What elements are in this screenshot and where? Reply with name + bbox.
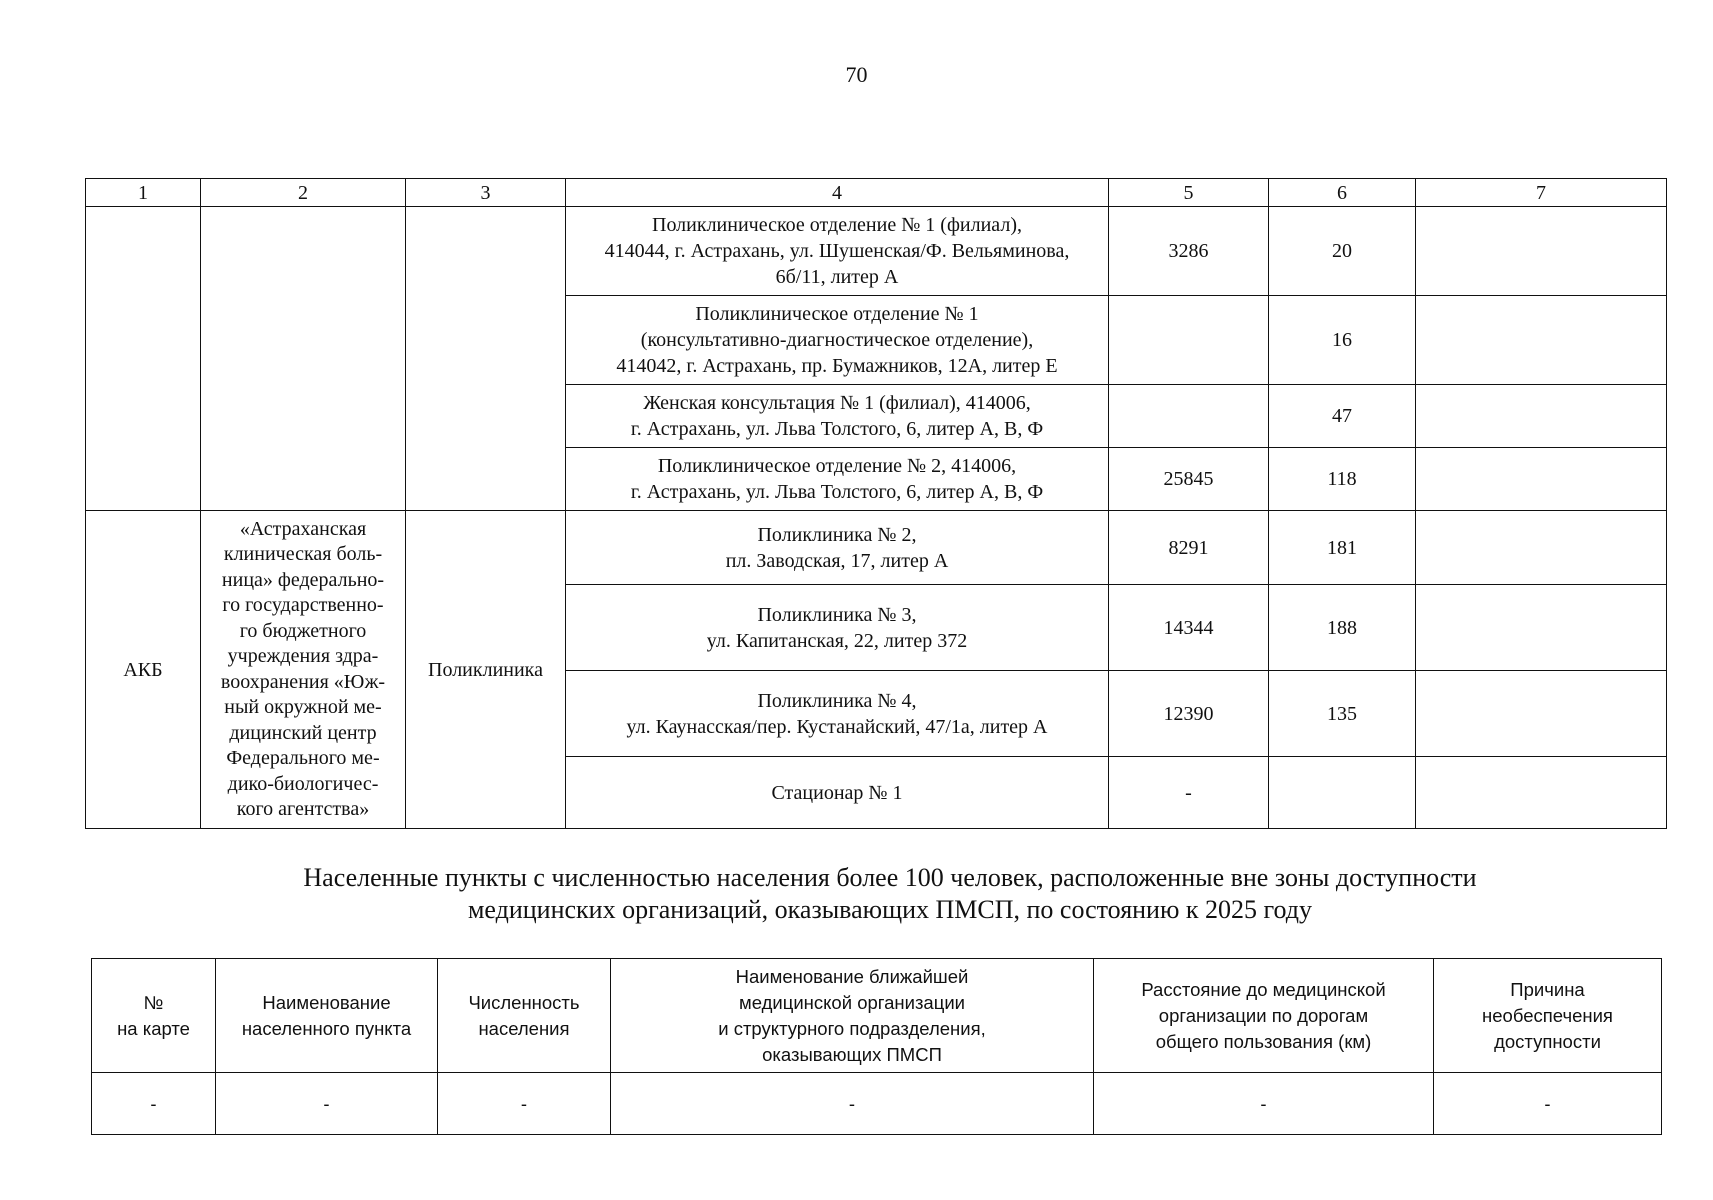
facility-address-cell: Поликлиническое отделение № 2, 414006, г. Астрахань, ул. Льва Толстого, 6, литер А, В, Ф: [566, 448, 1109, 511]
facility-address-cell: Поликлиника № 4, ул. Каунасская/пер. Кустанайский, 47/1а, литер А: [566, 671, 1109, 757]
population-cell: [1109, 296, 1269, 385]
note-cell: [1416, 671, 1667, 757]
column-header: Наименование ближайшей медицинской организации и структурного подразделения, оказывающих ПМСП: [611, 959, 1094, 1073]
empty-cell: [406, 207, 566, 511]
table-cell: -: [1434, 1073, 1662, 1135]
column-number: 5: [1109, 179, 1269, 207]
table-row: [86, 207, 1667, 296]
value-cell: 118: [1269, 448, 1416, 511]
value-cell: 47: [1269, 385, 1416, 448]
column-header: Наименование населенного пункта: [216, 959, 438, 1073]
table-cell: -: [438, 1073, 611, 1135]
table-cell: -: [92, 1073, 216, 1135]
empty-cell: [86, 207, 201, 511]
value-cell: 16: [1269, 296, 1416, 385]
table-row: [92, 1073, 1662, 1135]
note-cell: [1416, 385, 1667, 448]
table-row: [86, 511, 1667, 585]
note-cell: [1416, 585, 1667, 671]
facility-address-cell: Женская консультация № 1 (филиал), 414006, г. Астрахань, ул. Льва Толстого, 6, литер А, В, Ф: [566, 385, 1109, 448]
column-header: № на карте: [92, 959, 216, 1073]
column-header: Расстояние до медицинской организации по дорогам общего пользования (км): [1094, 959, 1434, 1073]
note-cell: [1416, 511, 1667, 585]
facility-address-cell: Стационар № 1: [566, 757, 1109, 829]
table-cell: -: [611, 1073, 1094, 1135]
note-cell: [1416, 757, 1667, 829]
section-title: Населенные пункты с численностью населения более 100 человек, расположенные вне зоны доступности медицинских организаций, оказывающих ПМСП, по состоянию к 2025 году: [303, 863, 1477, 924]
facility-address-cell: Поликлиника № 3, ул. Капитанская, 22, литер 372: [566, 585, 1109, 671]
empty-cell: [201, 207, 406, 511]
note-cell: [1416, 448, 1667, 511]
value-cell: 20: [1269, 207, 1416, 296]
column-number: 6: [1269, 179, 1416, 207]
column-number: 7: [1416, 179, 1667, 207]
medical-facilities-table: [85, 178, 1667, 829]
column-number: 4: [566, 179, 1109, 207]
column-number: 1: [86, 179, 201, 207]
column-number: 2: [201, 179, 406, 207]
population-cell: 12390: [1109, 671, 1269, 757]
table-cell: -: [216, 1073, 438, 1135]
population-cell: 25845: [1109, 448, 1269, 511]
note-cell: [1416, 207, 1667, 296]
region-code-cell: АКБ: [86, 511, 201, 829]
page-number: 70: [845, 62, 868, 87]
value-cell: [1269, 757, 1416, 829]
header-row: [92, 959, 1662, 1073]
value-cell: 188: [1269, 585, 1416, 671]
value-cell: 135: [1269, 671, 1416, 757]
column-header: Численность населения: [438, 959, 611, 1073]
population-cell: 14344: [1109, 585, 1269, 671]
note-cell: [1416, 296, 1667, 385]
population-cell: 8291: [1109, 511, 1269, 585]
column-header: Причина необеспечения доступности: [1434, 959, 1662, 1073]
organization-name-cell: «Астраханская клиническая боль- ница» федерально- го государственно- го бюджетного учреждения здра- воохранения «Юж- ный окружной ме- дицинский центр Федерального ме- дико-биологичес- кого агентства»: [201, 511, 406, 829]
column-number-row: [86, 179, 1667, 207]
table-cell: -: [1094, 1073, 1434, 1135]
facility-address-cell: Поликлиника № 2, пл. Заводская, 17, литер А: [566, 511, 1109, 585]
value-cell: 181: [1269, 511, 1416, 585]
facility-address-cell: Поликлиническое отделение № 1 (филиал), 414044, г. Астрахань, ул. Шушенская/Ф. Вельяминова, 6б/11, литер А: [566, 207, 1109, 296]
column-number: 3: [406, 179, 566, 207]
facility-address-cell: Поликлиническое отделение № 1 (консультативно-диагностическое отделение), 414042, г. Астрахань, пр. Бумажников, 12А, литер Е: [566, 296, 1109, 385]
population-cell: -: [1109, 757, 1269, 829]
population-cell: 3286: [1109, 207, 1269, 296]
facility-type-cell: Поликлиника: [406, 511, 566, 829]
population-cell: [1109, 385, 1269, 448]
settlements-outside-access-table: [91, 958, 1662, 1135]
